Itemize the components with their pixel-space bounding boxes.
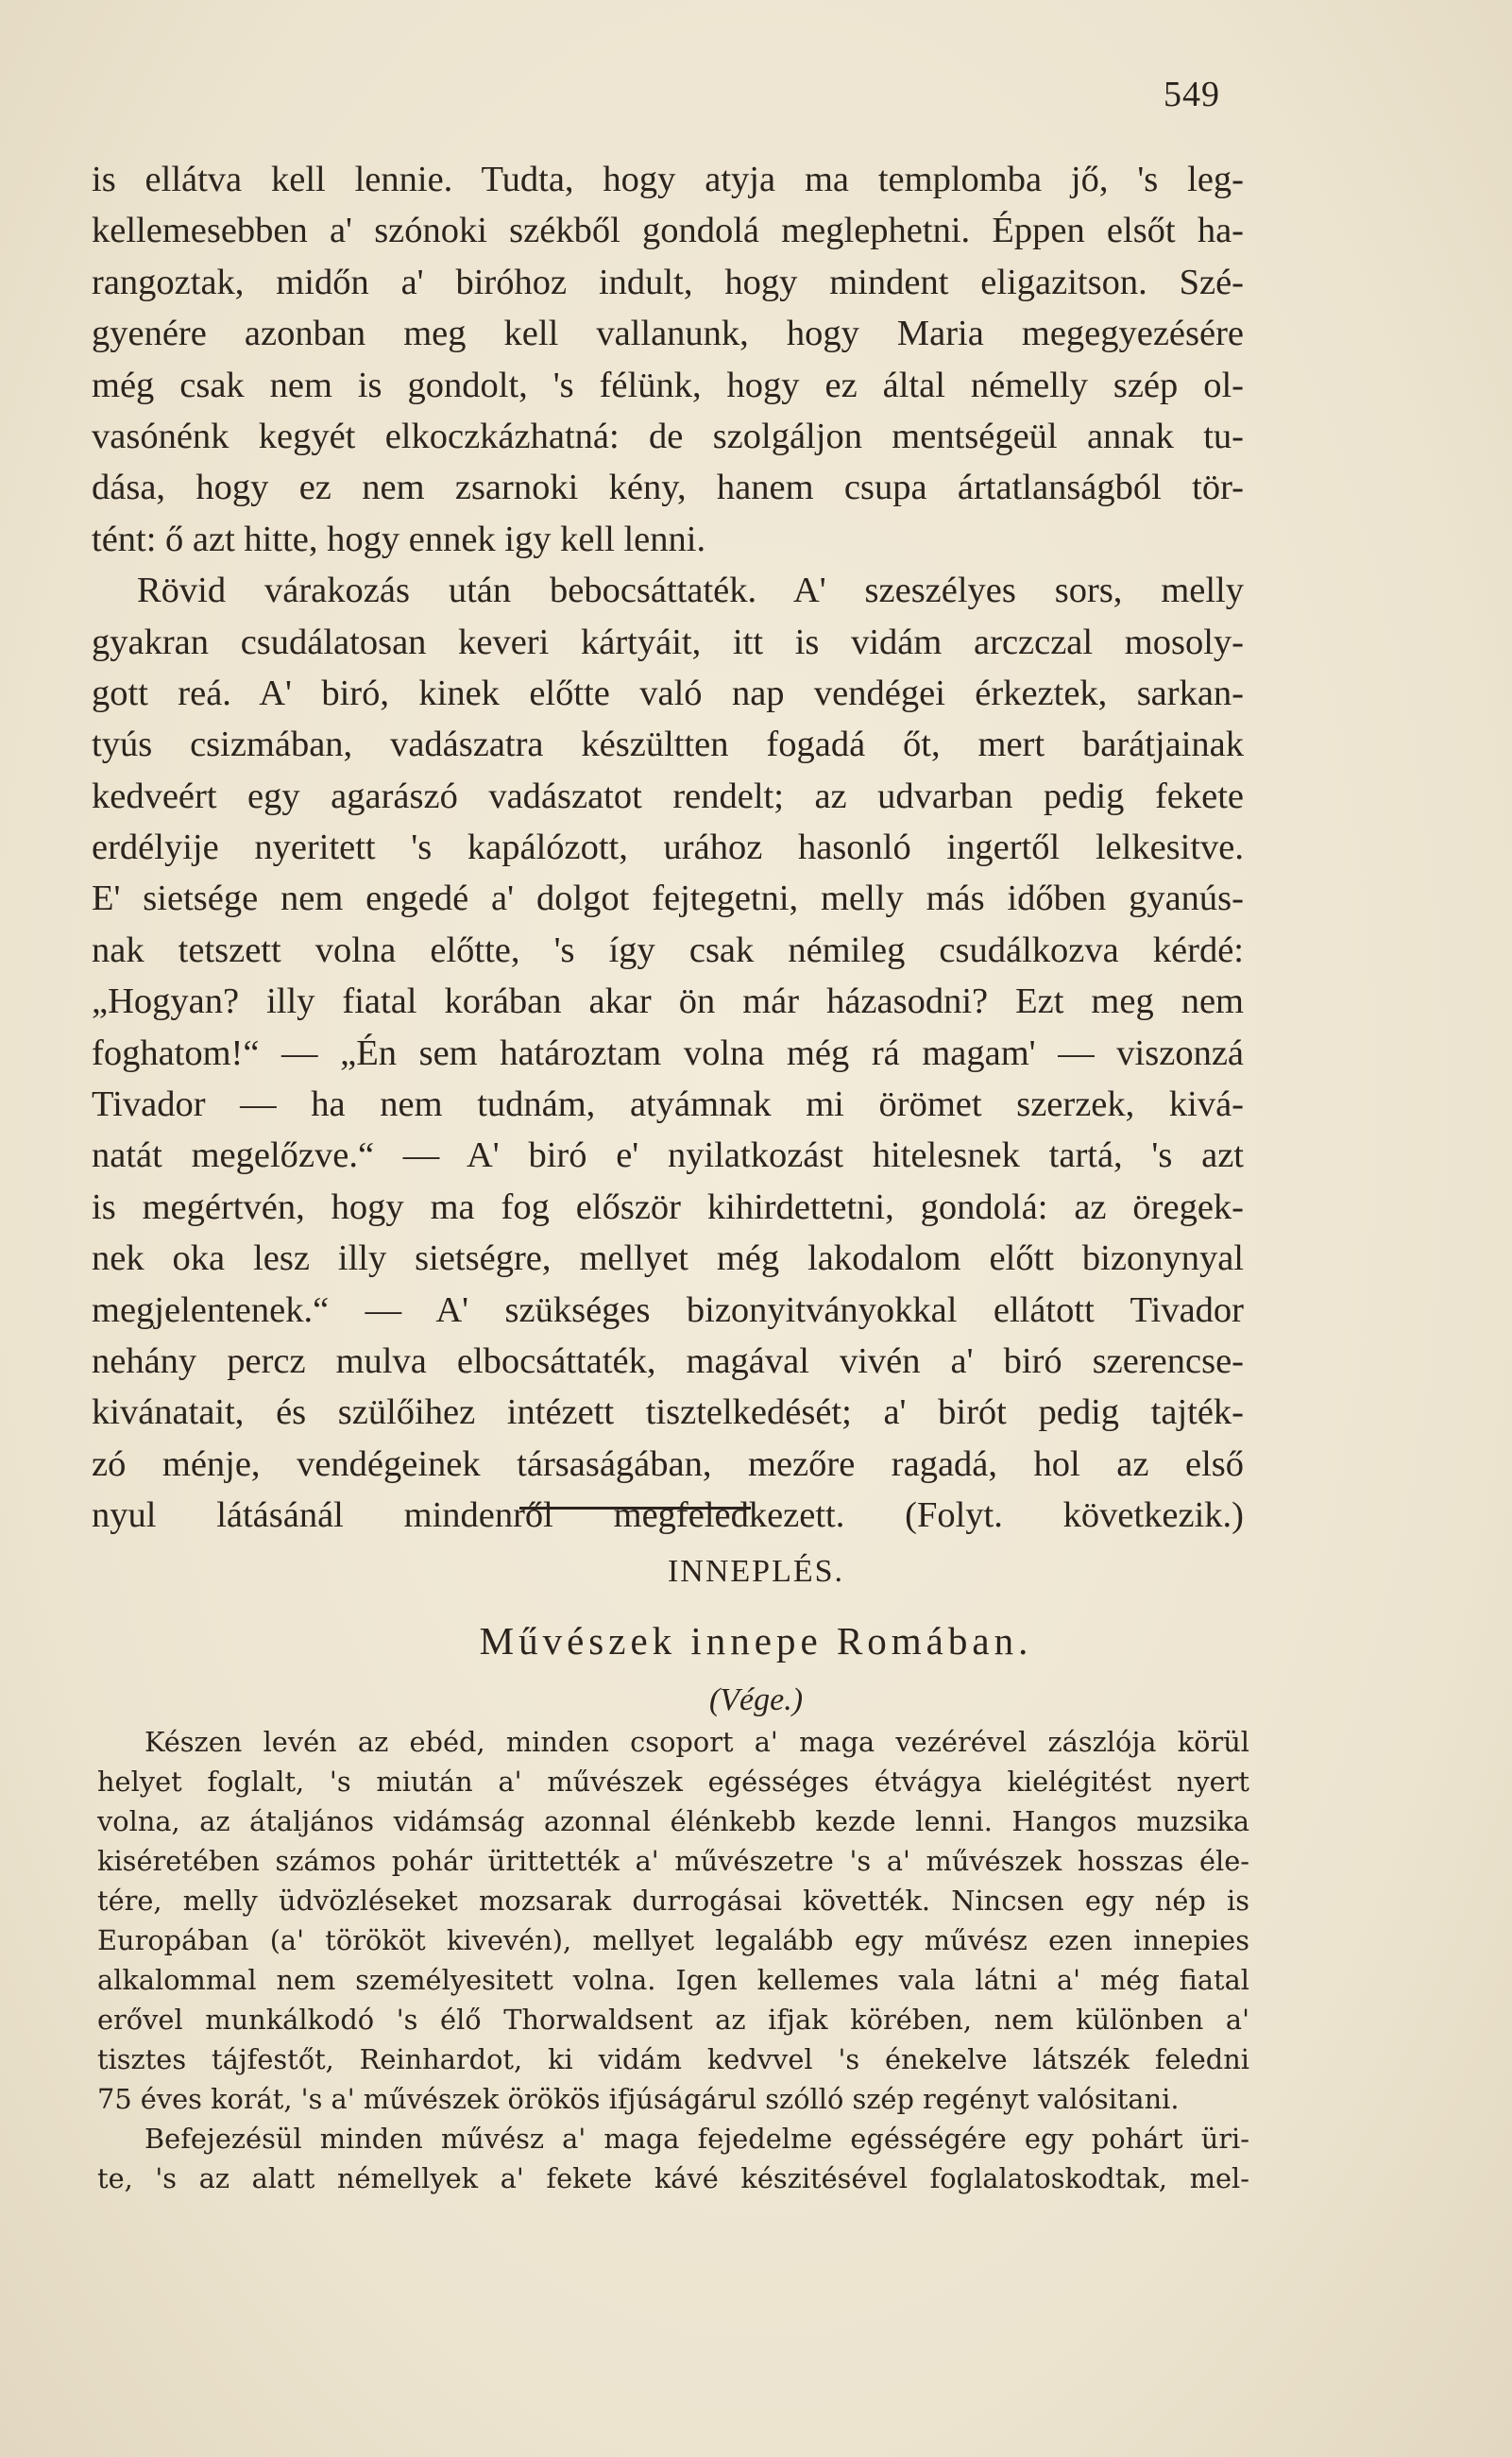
article-text-block: [97, 1722, 1249, 2198]
small-text-line: Készen levén az ebéd, minden csoport a' maga vezérével zászlója körül: [144, 1726, 1249, 1758]
text-line: még csak nem is gondolt, 's félünk, hogy ez által némelly szép ol-: [92, 365, 1244, 405]
text-line: is ellátva kell lennie. Tudta, hogy atyja ma templomba jő, 's leg-: [92, 160, 1244, 199]
text-line: kivánatait, és szülőihez intézett tisztelkedését; a' birót pedig tajték-: [92, 1392, 1244, 1433]
small-text-line: kiséretében számos pohár ürittették a' művészetre 's a' művészek hosszas éle-: [97, 1845, 1249, 1877]
page-number: 549: [1164, 75, 1220, 114]
text-line: dása, hogy ez nem zsarnoki kény, hanem csupa ártatlanságból tör-: [92, 468, 1244, 508]
small-text-line: tére, melly üdvözléseket mozsarak durrogásai követték. Nincsen egy nép is: [97, 1885, 1249, 1917]
section-title: INNEPLÉS.: [667, 1554, 845, 1589]
article-subtitle: (Vége.): [708, 1682, 804, 1717]
small-text-line: helyet foglalt, 's miután a' művészek egésséges étvágya kielégitést nyert: [97, 1766, 1249, 1798]
small-text-line: Europában (a' törököt kivevén), mellyet legalább egy művész ezen innepies: [97, 1924, 1249, 1956]
text-line: nek oka lesz illy sietségre, mellyet még lakodalom előtt bizonynyal: [92, 1238, 1244, 1279]
text-line: gyakran csudálatosan keveri kártyáit, itt is vidám arczczal mosoly-: [92, 622, 1244, 662]
text-line: erdélyije nyeritett 's kapálózott, urához hasonló ingertől lelkesitve.: [92, 828, 1244, 868]
small-text-line: tisztes tájfestőt, Reinhardot, ki vidám kedvvel 's énekelve látszék feledni: [97, 2043, 1249, 2075]
text-line: nak tetszett volna előtte, 's így csak némileg csudálkozva kérdé:: [92, 930, 1244, 970]
small-text-line: alkalommal nem személyesitett volna. Igen kellemes vala látni a' még fiatal: [97, 1964, 1249, 1996]
main-text-block: [92, 154, 1244, 1542]
text-line: tyús csizmában, vadászatra készültten fogadá őt, mert barátjainak: [92, 725, 1244, 765]
text-line: vasónénk kegyét elkoczkázhatná: de szolgáljon mentségeül annak tu-: [92, 416, 1244, 456]
text-line: nehány percz mulva elbocsáttaték, magával vivén a' biró szerencse-: [92, 1340, 1244, 1381]
article-title: Művészek innepe Romában.: [479, 1619, 1033, 1663]
text-line: gott reá. A' biró, kinek előtte való nap vendégei érkeztek, sarkan-: [92, 673, 1244, 713]
small-text-line: volna, az átaljános vidámság azonnal élénkebb kezde lenni. Hangos muzsika: [97, 1805, 1249, 1837]
small-text-line: 75 éves korát, 's a' művészek örökös ifjúságárul szólló szép regényt valósitani.: [97, 2083, 1180, 2115]
text-line: „Hogyan? illy fiatal korában akar ön már házasodni? Ezt meg nem: [92, 981, 1244, 1022]
small-text-line: Befejezésül minden művész a' maga fejedelme egésségére egy pohárt üri-: [144, 2123, 1249, 2155]
text-line: is megértvén, hogy ma fog először kihirdettetni, gondolá: az öregek-: [92, 1186, 1244, 1227]
text-line: kellemesebben a' szónoki székből gondolá meglephetni. Éppen elsőt ha-: [92, 211, 1244, 251]
text-line: gyenére azonban meg kell vallanunk, hogy Maria megegyezésére: [92, 314, 1244, 354]
text-line: kedveért egy agarászó vadászatot rendelt; az udvarban pedig fekete: [92, 776, 1244, 816]
small-text-line: erővel munkálkodó 's élő Thorwaldsent az ifjak körében, nem különben a': [97, 2004, 1249, 2036]
text-line: nyul látásánál mindenről megfeledkezett. (Folyt. következik.): [92, 1495, 1244, 1536]
text-line: tént: ő azt hitte, hogy ennek igy kell lenni.: [92, 519, 706, 559]
text-line: Tivador — ha nem tudnám, atyámnak mi örömet szerzek, kivá-: [92, 1084, 1244, 1125]
text-line: E' sietsége nem engedé a' dolgot fejtegetni, melly más időben gyanús-: [92, 879, 1244, 919]
section-divider: [519, 1507, 751, 1510]
small-text-line: te, 's az alatt némellyek a' fekete kávé készitésével foglalatoskodtak, mel-: [97, 2162, 1249, 2194]
text-line: zó ménje, vendégeinek társaságában, mezőre ragadá, hol az első: [92, 1443, 1244, 1484]
text-line: rangoztak, midőn a' biróhoz indult, hogy mindent eligazitson. Szé-: [92, 262, 1244, 302]
text-line: foghatom!“ — „Én sem határoztam volna még rá magam' — viszonzá: [92, 1032, 1244, 1073]
text-line: natát megelőzve.“ — A' biró e' nyilatkozást hitelesnek tartá, 's azt: [92, 1135, 1244, 1176]
text-line: Rövid várakozás után bebocsáttaték. A' szeszélyes sors, melly: [137, 571, 1244, 611]
text-line: megjelentenek.“ — A' szükséges bizonyitványokkal ellátott Tivador: [92, 1289, 1244, 1330]
